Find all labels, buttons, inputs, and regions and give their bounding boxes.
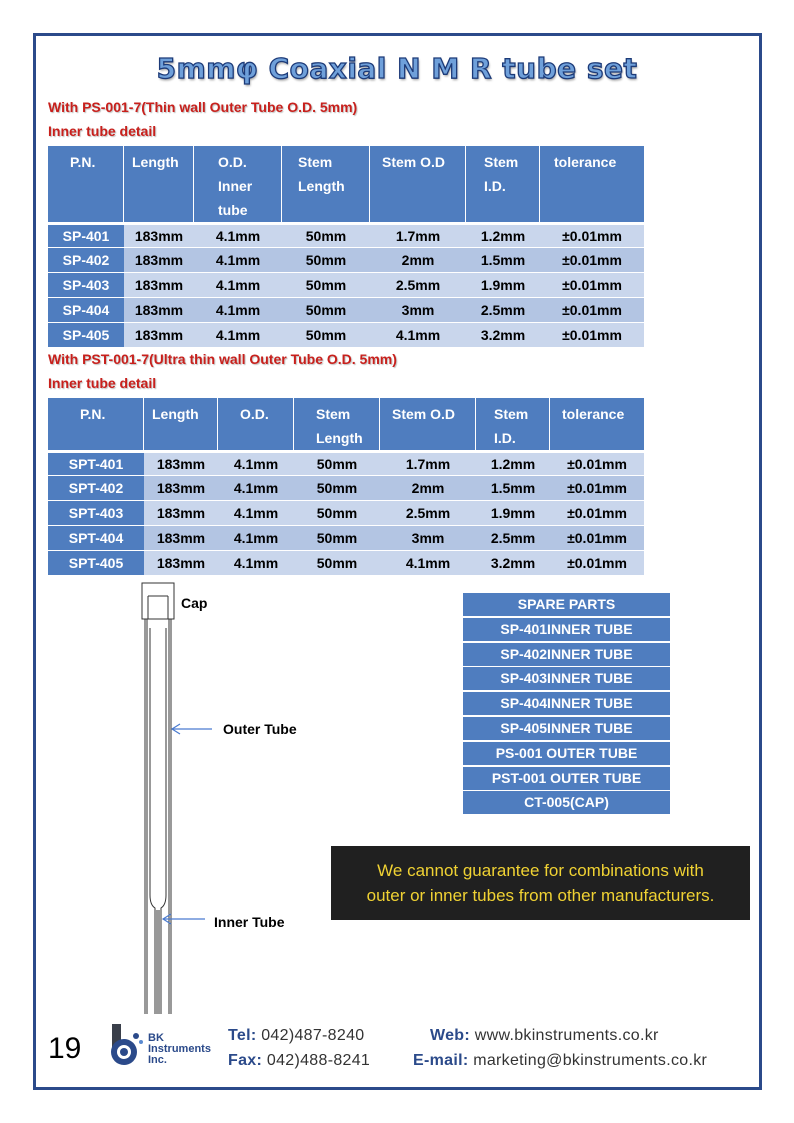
cell-stem-id: 1.2mm — [466, 222, 540, 247]
cell-od: 4.1mm — [218, 525, 294, 550]
cell-length: 183mm — [144, 550, 218, 575]
svg-text:b: b — [128, 1032, 129, 1033]
cell-pn: SP-405 — [48, 322, 124, 347]
notice-line1: We cannot guarantee for combinations with — [377, 861, 704, 880]
cell-od: 4.1mm — [194, 297, 282, 322]
cell-od: 4.1mm — [194, 222, 282, 247]
section1-subheading: Inner tube detail — [48, 123, 157, 139]
header-tolerance: tolerance — [540, 146, 644, 222]
cell-stem-od: 1.7mm — [370, 222, 466, 247]
cell-pn: SPT-405 — [48, 550, 144, 575]
company-logo-text — [148, 1033, 211, 1066]
cell-tolerance: ±0.01mm — [540, 322, 644, 347]
logo-line1: BK — [148, 1032, 164, 1044]
cell-stem-length: 50mm — [294, 500, 380, 525]
cell-length: 183mm — [124, 297, 194, 322]
cell-stem-id: 1.2mm — [476, 450, 550, 475]
cap-label: Cap — [181, 595, 208, 611]
cell-stem-length: 50mm — [282, 247, 370, 272]
web-link[interactable]: www.bkinstruments.co.kr — [474, 1027, 659, 1044]
cell-od: 4.1mm — [218, 450, 294, 475]
cell-od: 4.1mm — [218, 475, 294, 500]
section2-heading: With PST-001-7(Ultra thin wall Outer Tube O.D. 5mm) — [48, 351, 397, 367]
email-line: E-mail: marketing@bkinstruments.co.kr — [413, 1052, 708, 1069]
cell-length: 183mm — [124, 247, 194, 272]
cell-stem-od: 4.1mm — [380, 550, 476, 575]
header-stem-od: Stem O.D — [380, 398, 476, 450]
cell-stem-id: 1.5mm — [476, 475, 550, 500]
section1-heading: With PS-001-7(Thin wall Outer Tube O.D. 5mm) — [48, 99, 358, 115]
cell-stem-length: 50mm — [294, 450, 380, 475]
header-stem-id: Stem I.D. — [476, 398, 550, 450]
web-line: Web: www.bkinstruments.co.kr — [430, 1027, 659, 1044]
web-label: Web — [430, 1027, 465, 1044]
header-length: Length — [144, 398, 218, 450]
cell-stem-od: 2.5mm — [380, 500, 476, 525]
cell-length: 183mm — [144, 500, 218, 525]
cell-od: 4.1mm — [194, 322, 282, 347]
cell-length: 183mm — [144, 450, 218, 475]
cell-stem-length: 50mm — [294, 525, 380, 550]
cell-length: 183mm — [124, 222, 194, 247]
list-item: SP-402INNER TUBE — [463, 643, 670, 666]
header-stem-length: Stem Length — [294, 398, 380, 450]
cell-stem-length: 50mm — [282, 297, 370, 322]
cell-length: 183mm — [144, 525, 218, 550]
cell-pn: SP-403 — [48, 272, 124, 297]
cell-od: 4.1mm — [194, 247, 282, 272]
cell-tolerance: ±0.01mm — [540, 247, 644, 272]
cell-length: 183mm — [124, 322, 194, 347]
cell-stem-length: 50mm — [282, 322, 370, 347]
cell-stem-od: 3mm — [370, 297, 466, 322]
cell-od: 4.1mm — [218, 550, 294, 575]
tel-value: 042)487-8240 — [261, 1027, 365, 1044]
outer-tube-label: Outer Tube — [223, 721, 297, 737]
cell-pn: SP-404 — [48, 297, 124, 322]
notice-line2: outer or inner tubes from other manufacturers. — [366, 886, 715, 905]
email-link[interactable]: marketing@bkinstruments.co.kr — [473, 1052, 708, 1069]
cell-stem-od: 2mm — [370, 247, 466, 272]
cell-tolerance: ±0.01mm — [550, 450, 644, 475]
cap-shape — [142, 583, 174, 619]
cell-pn: SPT-403 — [48, 500, 144, 525]
cell-tolerance: ±0.01mm — [550, 550, 644, 575]
cell-stem-length: 50mm — [282, 272, 370, 297]
cell-stem-id: 2.5mm — [466, 297, 540, 322]
inner-tube-label: Inner Tube — [214, 914, 285, 930]
cell-stem-length: 50mm — [294, 550, 380, 575]
fax-label: Fax — [228, 1052, 257, 1069]
header-stem-length: Stem Length — [282, 146, 370, 222]
section2-subheading: Inner tube detail — [48, 375, 157, 391]
compatibility-notice — [331, 846, 750, 920]
tel-label: Tel — [228, 1027, 251, 1044]
cell-stem-od: 2mm — [380, 475, 476, 500]
header-stem-id: Stem I.D. — [466, 146, 540, 222]
cell-stem-od: 1.7mm — [380, 450, 476, 475]
cell-stem-od: 2.5mm — [370, 272, 466, 297]
cell-stem-id: 1.9mm — [476, 500, 550, 525]
cell-stem-length: 50mm — [294, 475, 380, 500]
cell-stem-id: 1.9mm — [466, 272, 540, 297]
header-pn: P.N. — [48, 146, 124, 222]
cell-stem-od: 3mm — [380, 525, 476, 550]
header-stem-od: Stem O.D — [370, 146, 466, 222]
fax-line: Fax: 042)488-8241 — [228, 1052, 371, 1069]
spare-parts-header: SPARE PARTS — [463, 593, 670, 616]
cell-tolerance: ±0.01mm — [550, 500, 644, 525]
cell-tolerance: ±0.01mm — [550, 525, 644, 550]
spare-parts-list — [463, 593, 670, 816]
cell-length: 183mm — [124, 272, 194, 297]
cell-stem-id: 3.2mm — [466, 322, 540, 347]
list-item: PST-001 OUTER TUBE — [463, 767, 670, 790]
list-item: SP-404INNER TUBE — [463, 692, 670, 715]
cell-pn: SP-402 — [48, 247, 124, 272]
list-item: PS-001 OUTER TUBE — [463, 742, 670, 765]
page-number: 19 — [48, 1032, 82, 1065]
cell-stem-id: 2.5mm — [476, 525, 550, 550]
tel-line: Tel: 042)487-8240 — [228, 1027, 365, 1044]
cell-tolerance: ±0.01mm — [540, 297, 644, 322]
header-pn: P.N. — [48, 398, 144, 450]
cell-stem-id: 3.2mm — [476, 550, 550, 575]
list-item: CT-005(CAP) — [463, 791, 670, 814]
logo-line2: Instruments — [148, 1043, 211, 1055]
cell-tolerance: ±0.01mm — [550, 475, 644, 500]
cell-tolerance: ±0.01mm — [540, 272, 644, 297]
cell-pn: SPT-401 — [48, 450, 144, 475]
cell-stem-id: 1.5mm — [466, 247, 540, 272]
cell-pn: SP-401 — [48, 222, 124, 247]
logo-line3: Inc. — [148, 1054, 167, 1066]
header-od: O.D. — [218, 398, 294, 450]
cell-pn: SPT-402 — [48, 475, 144, 500]
page-title: 5mmφ Coaxial N M R tube set — [156, 52, 638, 85]
fax-value: 042)488-8241 — [266, 1052, 371, 1069]
header-od: O.D. Inner tube — [194, 146, 282, 222]
cell-od: 4.1mm — [194, 272, 282, 297]
email-label: E-mail — [413, 1052, 463, 1069]
cell-tolerance: ±0.01mm — [540, 222, 644, 247]
cell-length: 183mm — [144, 475, 218, 500]
bk-logo-icon — [108, 1022, 148, 1070]
list-item: SP-401INNER TUBE — [463, 618, 670, 641]
cell-od: 4.1mm — [218, 500, 294, 525]
list-item: SP-403INNER TUBE — [463, 667, 670, 690]
cell-stem-od: 4.1mm — [370, 322, 466, 347]
list-item: SP-405INNER TUBE — [463, 717, 670, 740]
header-tolerance: tolerance — [550, 398, 644, 450]
cell-stem-length: 50mm — [282, 222, 370, 247]
cell-pn: SPT-404 — [48, 525, 144, 550]
header-length: Length — [124, 146, 194, 222]
